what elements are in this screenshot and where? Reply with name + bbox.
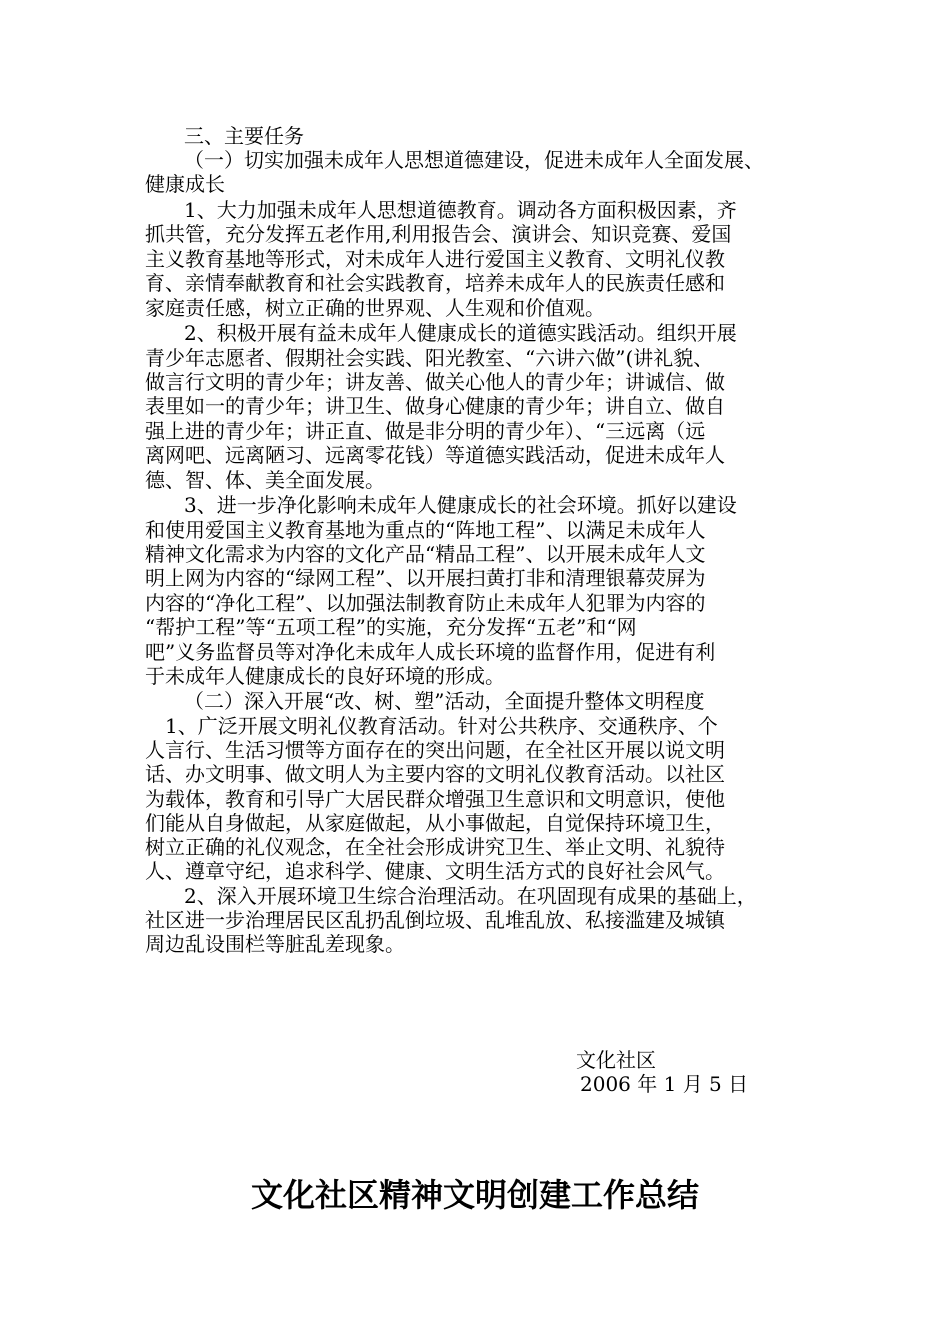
paragraph-line: “帮护工程”等“五项工程”的实施，充分发挥“五老”和“网 [145,615,637,639]
paragraph-line: 精神文化需求为内容的文化产品“精品工程”、以开展未成年人文 [145,542,706,566]
paragraph-line: 周边乱设围栏等脏乱差现象。 [145,932,405,956]
paragraph-line: （二）深入开展“改、树、塑”活动，全面提升整体文明程度 [184,689,705,713]
paragraph-line: 3、进一步净化影响未成年人健康成长的社会环境。抓好以建设 [184,493,737,517]
signature-organization: 文化社区 [576,1048,656,1072]
paragraph-line: 1、广泛开展文明礼仪教育活动。针对公共秩序、交通秩序、个 [165,714,718,738]
paragraph-line: 主义教育基地等形式，对未成年人进行爱国主义教育、文明礼仪教 [145,247,725,271]
paragraph-line: 为载体，教育和引导广大居民群众增强卫生意识和文明意识，使他 [145,787,725,811]
paragraph-line: 树立正确的礼仪观念，在全社会形成讲究卫生、举止文明、礼貌待 [145,835,725,859]
paragraph-line: 强上进的青少年；讲正直、做是非分明的青少年）、“三远离（远 [145,419,706,443]
paragraph-line: 人言行、生活习惯等方面存在的突出问题，在全社区开展以说文明 [145,738,725,762]
paragraph-line: 育、亲情奉献教育和社会实践教育，培养未成年人的民族责任感和 [145,271,725,295]
paragraph-line: 抓共管，充分发挥五老作用,利用报告会、演讲会、知识竞赛、爱国 [145,222,732,246]
paragraph-line: 2、积极开展有益未成年人健康成长的道德实践活动。组织开展 [184,321,737,345]
paragraph-line: （一）切实加强未成年人思想道德建设，促进未成年人全面发展、 [184,148,764,172]
paragraph-line: 健康成长 [145,172,225,196]
next-section-title: 文化社区精神文明创建工作总结 [250,1176,699,1214]
paragraph-line: 于未成年人健康成长的良好环境的形成。 [145,664,505,688]
paragraph-line: 和使用爱国主义教育基地为重点的“阵地工程”、以满足未成年人 [145,518,706,542]
paragraph-line: 社区进一步治理居民区乱扔乱倒垃圾、乱堆乱放、私接滥建及城镇 [145,908,725,932]
paragraph-line: 吧”义务监督员等对净化未成年人成长环境的监督作用，促进有利 [145,640,716,664]
paragraph-line: 青少年志愿者、假期社会实践、阳光教室、“六讲六做”(讲礼貌、 [145,346,714,370]
paragraph-line: 明上网为内容的“绿网工程”、以开展扫黄打非和清理银幕荧屏为 [145,566,706,590]
paragraph-line: 们能从自身做起，从家庭做起，从小事做起，自觉保持环境卫生， [145,811,725,835]
paragraph-line: 家庭责任感，树立正确的世界观、人生观和价值观。 [145,296,605,320]
paragraph-line: 德、智、体、美全面发展。 [145,468,385,492]
paragraph-line: 离网吧、远离陋习、远离零花钱）等道德实践活动，促进未成年人 [145,443,725,467]
paragraph-line: 人、遵章守纪，追求科学、健康、文明生活方式的良好社会风气。 [145,859,725,883]
signature-date: 2006 年 1 月 5 日 [580,1072,749,1096]
paragraph-line: 表里如一的青少年；讲卫生、做身心健康的青少年；讲自立、做自 [145,394,725,418]
paragraph-line: 做言行文明的青少年；讲友善、做关心他人的青少年；讲诚信、做 [145,370,725,394]
paragraph-line: 话、办文明事、做文明人为主要内容的文明礼仪教育活动。以社区 [145,762,725,786]
paragraph-line: 内容的“净化工程”、以加强法制教育防止未成年人犯罪为内容的 [145,591,706,615]
paragraph-line: 2、深入开展环境卫生综合治理活动。在巩固现有成果的基础上， [184,884,757,908]
paragraph-line: 三、主要任务 [184,124,304,148]
paragraph-line: 1、大力加强未成年人思想道德教育。调动各方面积极因素，齐 [184,198,737,222]
